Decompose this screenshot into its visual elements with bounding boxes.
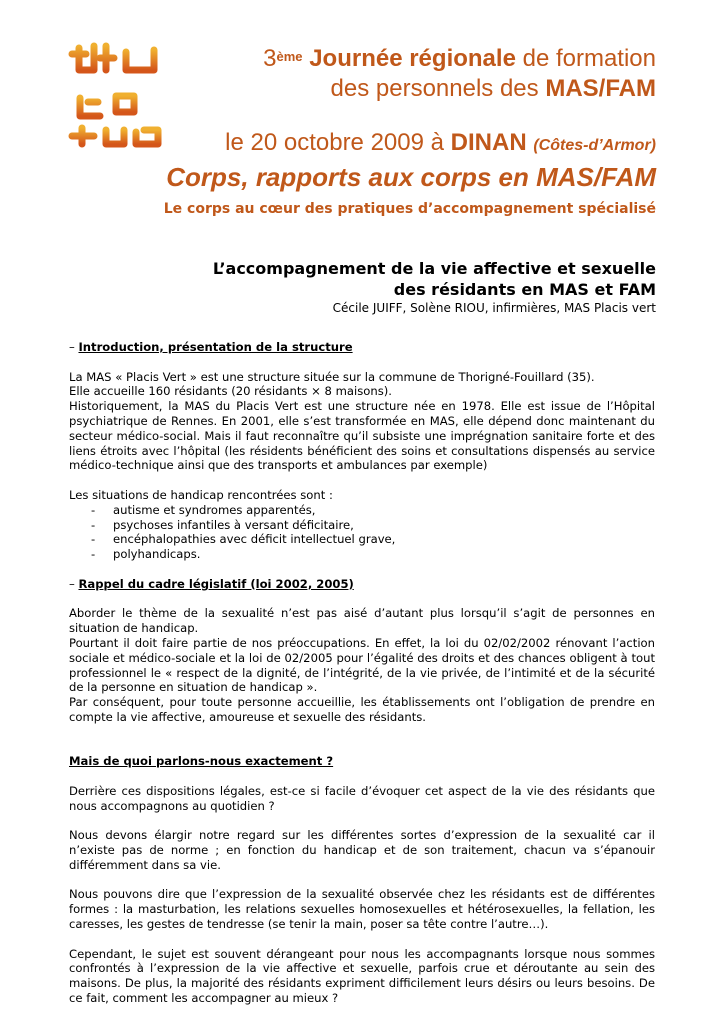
paragraph: Derrière ces dispositions légales, est-ce si facile d’évoquer cet aspect de la vie des résidants que nous accompagnons au quotidien ? <box>69 783 655 813</box>
list-item: - polyhandicaps. <box>91 547 655 562</box>
paragraph: Nous devons élargir notre regard sur les différentes sortes d’expression de la sexualité car il n’existe pas de norme ; en fonction du handicap et de son traitement, chacun va s’épanouir différemment dans sa vie. <box>69 828 655 872</box>
event-ordinal-suffix: ème <box>276 49 303 64</box>
paragraph: Pourtant il doit faire partie de nos préoccupations. En effet, la loi du 02/02/2002 rénovant l’action sociale et médico-sociale et la loi de 02/2005 pour l’égalité des droits et des chances obligent à tout professionnel le « respect de la dignité, de l’intégrité, de la vie privée, de l’intimité et de la sécurité de la personne en situation de handicap ». <box>69 635 655 695</box>
section-heading-text: Rappel du cadre législatif (loi 2002, 2005) <box>78 576 354 591</box>
paragraph: Historiquement, la MAS du Placis Vert est une structure née en 1978. Elle est issue de l’Hôpital psychiatrique de Rennes. En 2001, elle s’est transformée en MAS, elle dépend donc maintenant du secteur médico-social. Mais il faut reconnaître qu’il subsiste une imprégnation sanitaire forte et des liens étroits avec l’hôpital (les résidents bénéficient des soins et consultations dispensés au service médico-technique ainsi que des transports et ambulances par exemple) <box>69 399 655 473</box>
section-heading-text: Mais de quoi parlons-nous exactement ? <box>69 754 334 769</box>
header-line-2 <box>331 74 656 104</box>
list-item: - autisme et syndromes apparentés, <box>91 503 655 518</box>
section-heading-text: Introduction, présentation de la structure <box>78 340 353 354</box>
section-heading-intro <box>69 340 655 355</box>
document-body <box>69 340 655 1006</box>
paragraph: La MAS « Placis Vert » est une structure située sur la commune de Thorigné-Fouillard (35). <box>69 369 595 384</box>
event-place: DINAN <box>450 129 527 156</box>
list-item: - psychoses infantiles à versant déficitaire, <box>91 518 655 533</box>
document-subtitle: Le corps au cœur des pratiques d’accompagnement spécialisé <box>163 201 656 217</box>
section-dash: – <box>69 340 75 354</box>
event-name: Journée régionale <box>309 45 516 72</box>
event-ordinal: 3 <box>263 45 277 72</box>
event-name-rest: de formation <box>522 45 656 72</box>
paragraph: Cependant, le sujet est souvent dérangeant pour nous les accompagnants lorsque nous sommes confrontés à l’expression de la vie affective et sexuelle, parfois crue et déroutante au sein des maisons. De plus, la majorité des résidants expriment difficilement leurs désirs ou leurs besoins. De ce fait, comment les accompagner au mieux ? <box>69 946 655 1006</box>
event-date: le 20 octobre 2009 à <box>225 129 444 156</box>
list-intro: Les situations de handicap rencontrées sont : <box>69 487 333 502</box>
seal-logo-icon <box>64 40 174 152</box>
talk-authors: Cécile JUIFF, Solène RIOU, infirmières, MAS Placis vert <box>332 301 656 315</box>
header-line-3 <box>225 128 656 161</box>
paragraph: Elle accueille 160 résidants (20 résidants × 8 maisons). <box>69 384 392 399</box>
talk-heading <box>213 258 656 316</box>
event-department: (Côtes-d’Armor) <box>533 137 656 154</box>
paragraph: Nous pouvons dire que l’expression de la sexualité observée chez les résidants est de différentes formes : la masturbation, les relations sexuelles homosexuelles et hétérosexuelles, la fellation, les caresses, les gestes de tendresse (se tenir la main, poser sa tête contre l’autre…). <box>69 887 655 932</box>
section-dash: – <box>69 576 75 591</box>
handicap-list <box>69 503 655 562</box>
document-title: Corps, rapports aux corps en MAS/FAM <box>166 162 656 192</box>
list-item: - encéphalopathies avec déficit intellectuel grave, <box>91 532 655 547</box>
paragraph: Par conséquent, pour toute personne accueillie, les établissements ont l’obligation de prendre en compte la vie affective, amoureuse et sexuelle des résidants. <box>69 695 655 724</box>
talk-title-line-2: des résidants en MAS et FAM <box>393 280 656 299</box>
audience-name: MAS/FAM <box>545 75 656 102</box>
audience-lead: des personnels des <box>330 75 539 102</box>
header-line-1 <box>263 44 656 74</box>
section-heading-legal <box>69 577 655 592</box>
talk-title-line-1: L’accompagnement de la vie affective et sexuelle <box>212 259 656 278</box>
paragraph: Aborder le thème de la sexualité n’est pas aisé d’autant plus lorsqu’il s’agit de personnes en situation de handicap. <box>69 606 655 636</box>
section-heading-question <box>69 754 655 769</box>
